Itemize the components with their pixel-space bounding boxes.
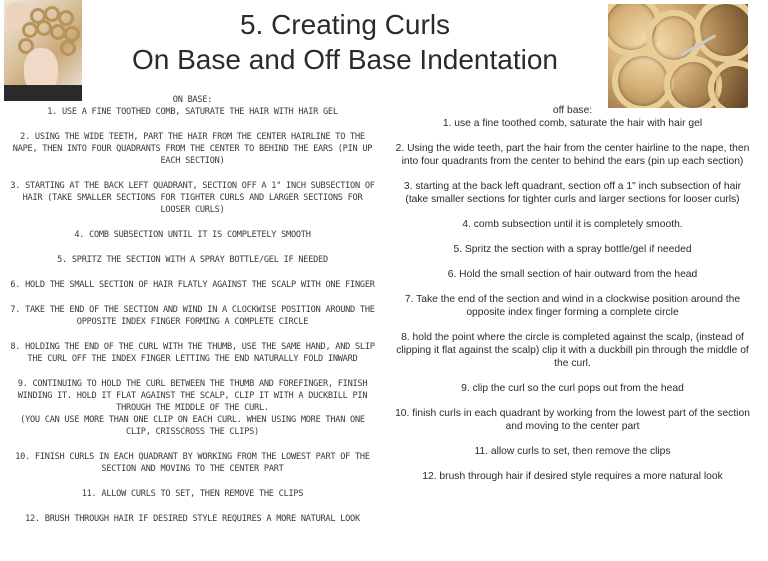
off-base-step: 1. use a fine toothed comb, saturate the hair with hair gel xyxy=(442,118,703,129)
off-base-step: 4. comb subsection until it is completely smooth. xyxy=(462,219,683,230)
on-base-step: 6. HOLD THE SMALL SECTION OF HAIR FLATLY AGAINST THE SCALP WITH ONE FINGER xyxy=(10,280,375,290)
off-base-step: 12. brush through hair if desired style requires a more natural look xyxy=(422,471,723,482)
on-base-note: (YOU CAN USE MORE THAN ONE CLIP ON EACH CURL. WHEN USING MORE THAN ONE CLIP, CRISSCROSS THE CLIPS) xyxy=(20,415,365,437)
off-base-step: 10. finish curls in each quadrant by working from the lowest part of the section and moving to the center part xyxy=(395,408,750,432)
woman-pin-curls-photo xyxy=(4,0,82,101)
off-base-column xyxy=(395,104,750,495)
on-base-step: 9. CONTINUING TO HOLD THE CURL BETWEEN THE THUMB AND FOREFINGER, FINISH WINDING IT. HOLD IT FLAT AGAINST THE SCALP, CLIP IT WITH A DUCKBILL PIN THROUGH THE MIDDLE OF THE CURL. xyxy=(17,379,368,413)
on-base-step: 2. USING THE WIDE TEETH, PART THE HAIR FROM THE CENTER HAIRLINE TO THE NAPE, THEN INTO FOUR QUADRANTS FROM THE CENTER TO BEHIND THE EARS (PIN UP EACH SECTION) xyxy=(12,132,373,166)
title-line-1: 5. Creating Curls xyxy=(239,9,451,40)
off-base-step: 7. Take the end of the section and wind in a clockwise position around the opposite index finger forming a complete circle xyxy=(404,294,741,318)
off-base-step: 8. hold the point where the circle is completed against the scalp, (instead of clipping it flat against the scalp) clip it with a duckbill pin through the middle of the curl. xyxy=(396,332,749,369)
off-base-step: 5. Spritz the section with a spray bottle/gel if needed xyxy=(453,244,692,255)
curl-shape xyxy=(694,4,748,62)
title-line-2: On Base and Off Base Indentation xyxy=(131,44,558,75)
on-base-step: 11. ALLOW CURLS TO SET, THEN REMOVE THE CLIPS xyxy=(81,489,304,499)
off-base-step: 3. starting at the back left quadrant, section off a 1" inch subsection of hair (take smaller sections for tighter curls and larger sections for looser curls) xyxy=(403,181,742,205)
on-base-step: 5. SPRITZ THE SECTION WITH A SPRAY BOTTLE/GEL IF NEEDED xyxy=(57,255,328,265)
off-base-heading: off base: xyxy=(552,105,593,116)
off-base-step: 6. Hold the small section of hair outward from the head xyxy=(447,269,698,280)
on-base-heading: ON BASE: xyxy=(172,95,213,105)
on-base-step: 12. BRUSH THROUGH HAIR IF DESIRED STYLE REQUIRES A MORE NATURAL LOOK xyxy=(25,514,360,524)
curl-shape xyxy=(60,40,76,56)
on-base-step: 1. USE A FINE TOOTHED COMB, SATURATE THE HAIR WITH HAIR GEL xyxy=(47,107,338,117)
on-base-step: 10. FINISH CURLS IN EACH QUADRANT BY WORKING FROM THE LOWEST PART OF THE SECTION AND MOVING TO THE CENTER PART xyxy=(15,452,370,474)
on-base-step: 3. STARTING AT THE BACK LEFT QUADRANT, SECTION OFF A 1" INCH SUBSECTION OF HAIR (TAKE SMALLER SECTIONS FOR TIGHTER CURLS AND LARGER SECTIONS FOR LOOSER CURLS) xyxy=(10,181,375,215)
off-base-step: 11. allow curls to set, then remove the clips xyxy=(474,446,671,457)
page-title xyxy=(100,8,590,78)
on-base-column xyxy=(10,94,375,538)
on-base-step: 4. COMB SUBSECTION UNTIL IT IS COMPLETELY SMOOTH xyxy=(74,230,311,240)
off-base-step: 9. clip the curl so the curl pops out from the head xyxy=(461,383,684,394)
on-base-step: 7. TAKE THE END OF THE SECTION AND WIND IN A CLOCKWISE POSITION AROUND THE OPPOSITE INDEX FINGER FORMING A COMPLETE CIRCLE xyxy=(10,305,375,327)
off-base-step: 2. Using the wide teeth, part the hair from the center hairline to the nape, then into four quadrants from the center to behind the ears (pin up each section) xyxy=(395,143,750,167)
on-base-step: 8. HOLDING THE END OF THE CURL WITH THE THUMB, USE THE SAME HAND, AND SLIP THE CURL OFF THE INDEX FINGER LETTING THE END NATURALLY FOLD INWARD xyxy=(10,342,375,364)
hair-curls-closeup-photo xyxy=(608,4,748,108)
